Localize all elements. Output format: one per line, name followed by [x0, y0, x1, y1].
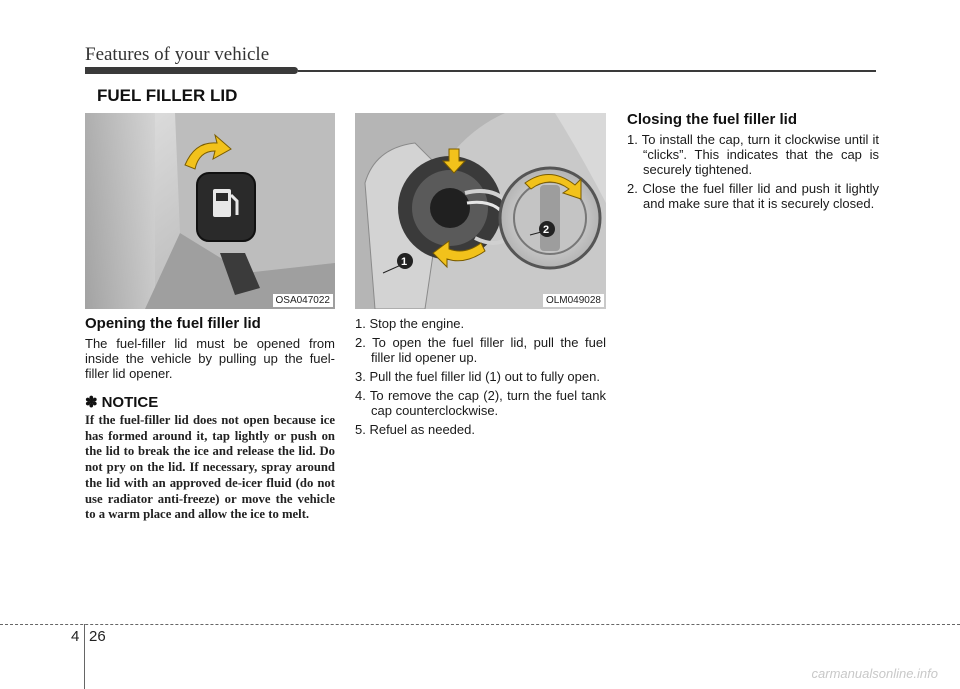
- header-title: Features of your vehicle: [85, 44, 270, 65]
- page-divider: [84, 624, 85, 689]
- footer-rule: [0, 624, 960, 625]
- figure-code: OLM049028: [543, 294, 604, 307]
- figure-opener-lever: [85, 113, 335, 309]
- notice-star-icon: ✽: [85, 394, 98, 411]
- closing-step-item: 1. To install the cap, turn it clockwise until it “clicks”. This indicates that the cap is securely tightened.: [627, 132, 879, 177]
- step-item: 1. Stop the engine.: [355, 316, 465, 331]
- figure-fuel-cap: [355, 113, 606, 309]
- notice-title: NOTICE: [101, 394, 159, 411]
- notice-text: If the fuel-filler lid does not open because ice has formed around it, tap lightly or push on the lid to break the ice and release the lid. Do not pry on the lid. If necessary, spray around the lid with an approved de-icer fluid (do not use radiator anti-freeze) or move the vehicle to a warm place and allow the ice to melt.: [85, 413, 335, 522]
- header-rule-thick: [85, 67, 298, 74]
- header-rule-thin: [298, 70, 876, 72]
- fuel-cap-illustration: [355, 113, 606, 309]
- step-item: 4. To remove the cap (2), turn the fuel tank cap counterclockwise.: [355, 388, 606, 418]
- step-item: 2. To open the fuel filler lid, pull the fuel filler lid opener up.: [355, 335, 606, 365]
- page-number: 26: [89, 628, 106, 645]
- opening-steps: [355, 316, 606, 441]
- notice-heading: [85, 395, 335, 410]
- opening-title: Opening the fuel filler lid: [85, 315, 261, 332]
- callout-2: 2: [543, 224, 550, 236]
- step-item: 3. Pull the fuel filler lid (1) out to fully open.: [355, 369, 600, 384]
- callout-1: 1: [401, 256, 408, 268]
- closing-section: [627, 112, 879, 215]
- closing-title: Closing the fuel filler lid: [627, 111, 798, 128]
- opener-lever-illustration: [85, 113, 335, 309]
- closing-step-item: 2. Close the fuel filler lid and push it lightly and make sure that it is securely closed.: [627, 181, 879, 211]
- section-title: FUEL FILLER LID: [97, 86, 238, 105]
- watermark: carmanualsonline.info: [811, 666, 938, 681]
- step-item: 5. Refuel as needed.: [355, 422, 475, 437]
- page-chapter: 4: [71, 628, 80, 645]
- opening-section: [85, 316, 335, 523]
- opening-text: The fuel-filler lid must be opened from inside the vehicle by pulling up the fuel-filler lid opener.: [85, 336, 335, 381]
- figure-code: OSA047022: [273, 294, 334, 307]
